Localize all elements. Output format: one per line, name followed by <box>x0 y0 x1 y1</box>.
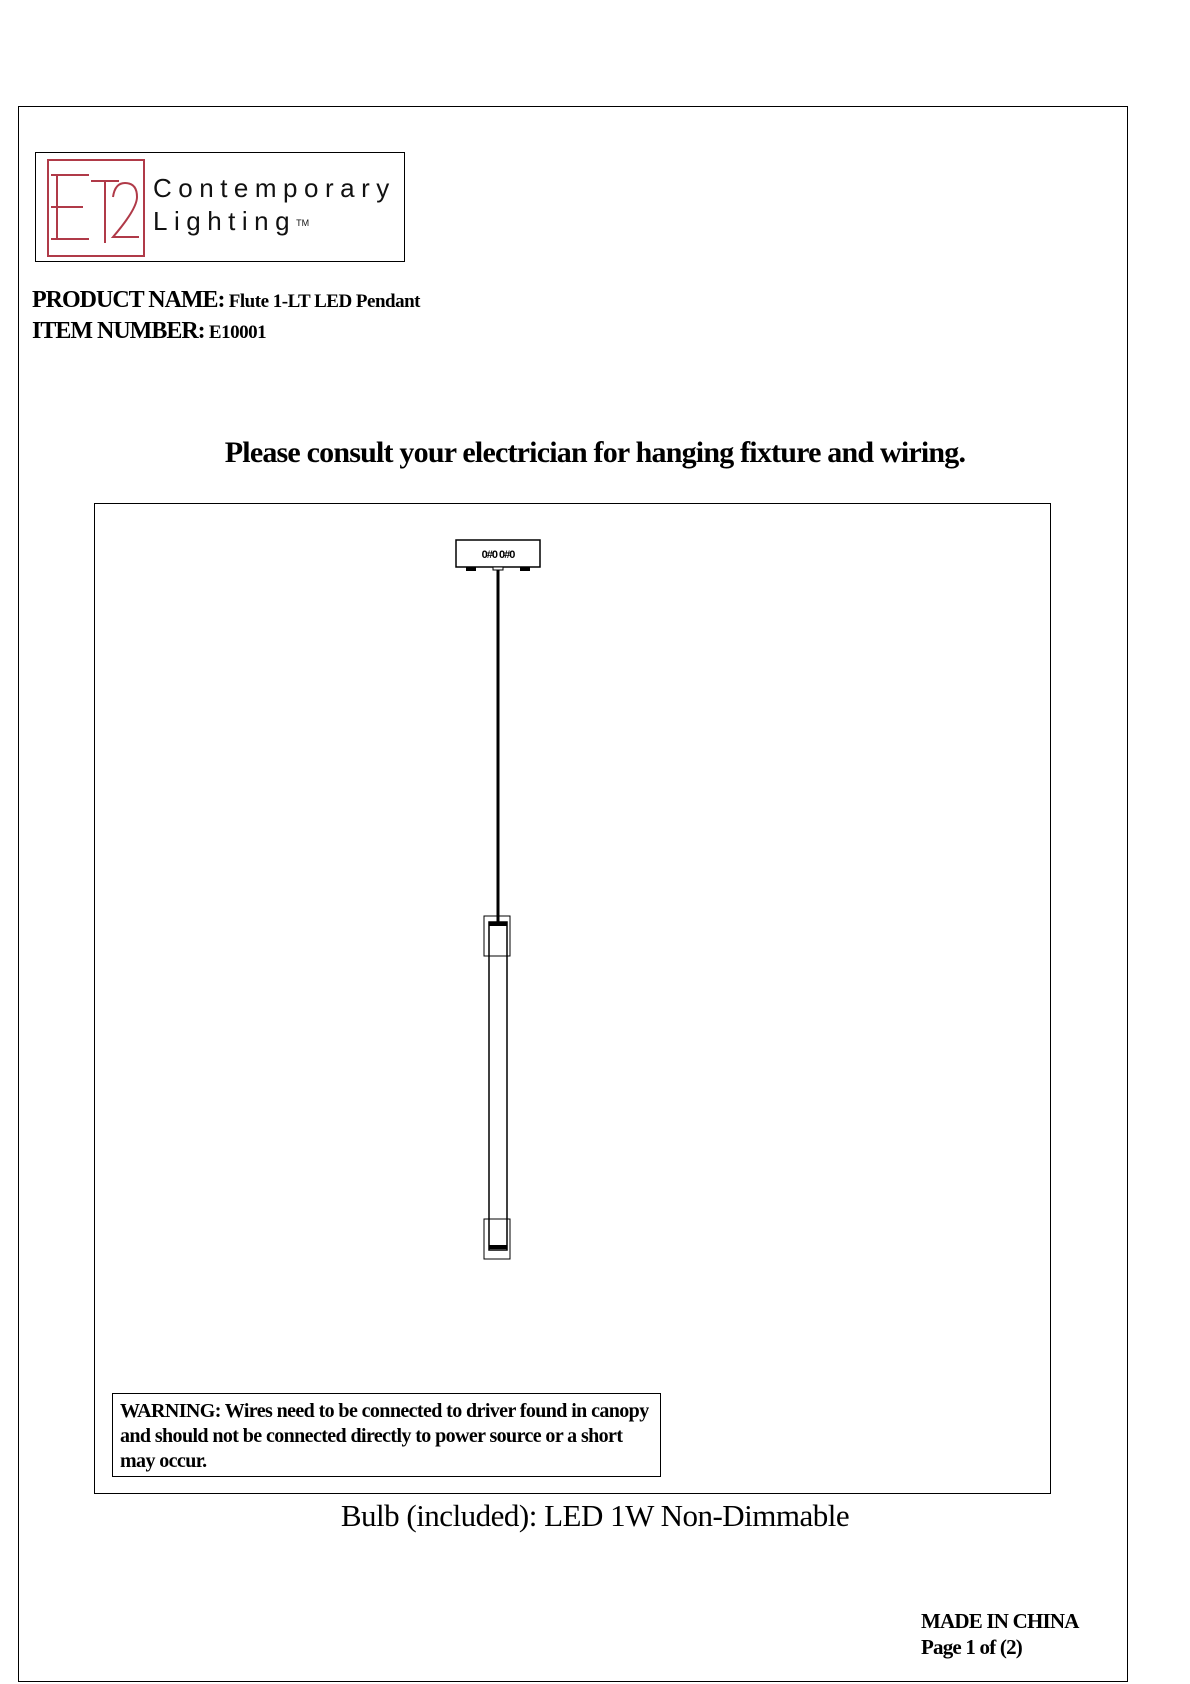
item-number-label: ITEM NUMBER: <box>32 318 205 344</box>
product-name-label: PRODUCT NAME: <box>32 287 225 313</box>
canopy <box>456 540 540 571</box>
et2-logo-mark <box>47 159 147 257</box>
logo-wordmark <box>153 172 396 238</box>
company-logo <box>35 152 405 262</box>
item-number-row <box>32 317 420 348</box>
page-number: Page 1 of (2) <box>921 1635 1022 1659</box>
svg-text:0#0 0#0: 0#0 0#0 <box>481 549 515 561</box>
logo-line-2: Lighting™ <box>153 206 310 236</box>
bulb-spec: Bulb (included): LED 1W Non-Dimmable <box>340 1498 850 1533</box>
led-tube <box>484 916 510 1259</box>
page-footer <box>921 1608 1079 1660</box>
made-in-label: MADE IN CHINA <box>921 1609 1079 1633</box>
logo-line-1: Contemporary <box>153 173 396 203</box>
trademark-symbol: TM <box>296 218 310 228</box>
pendant-fixture-drawing <box>95 504 1052 1495</box>
product-name-value: Flute 1-LT LED Pendant <box>224 291 420 312</box>
item-number-value: E10001 <box>204 322 267 343</box>
instruction-heading: Please consult your electrician for hanging fixture and wiring. <box>224 436 966 469</box>
fixture-drawing-frame <box>94 503 1051 1494</box>
warning-box: WARNING: Wires need to be connected to driver found in canopy and should not be connected directly to power source or a short may occur. <box>112 1393 661 1477</box>
product-name-row <box>32 286 420 317</box>
product-info <box>32 286 420 348</box>
